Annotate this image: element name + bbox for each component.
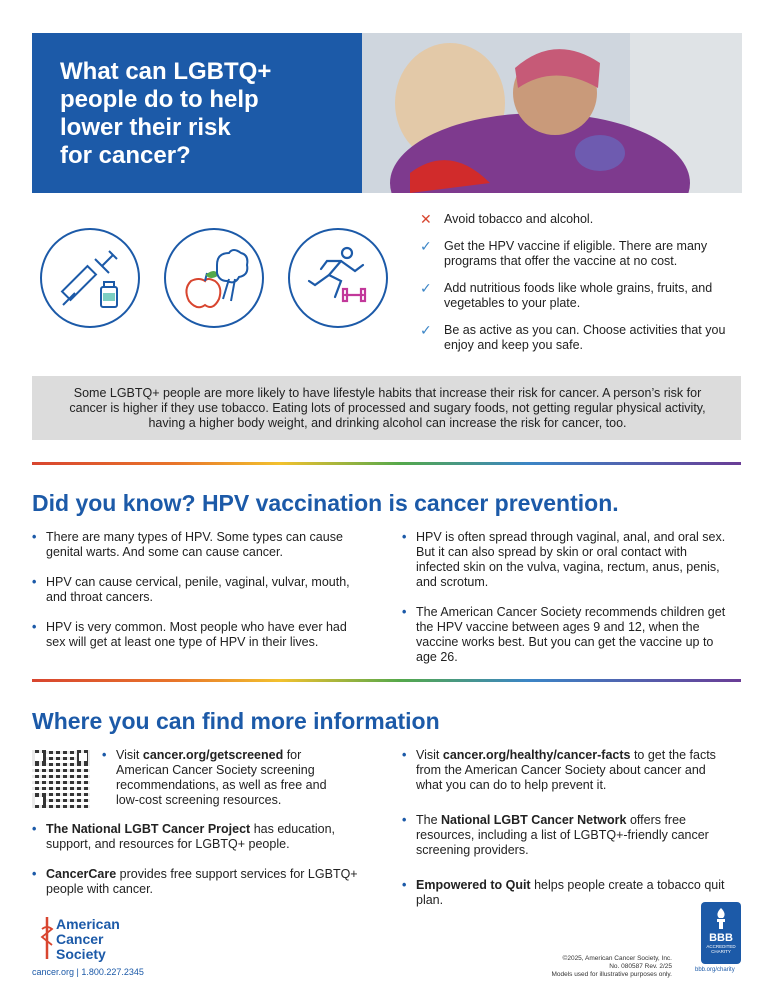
more-left-top [102,748,352,823]
rainbow-divider [32,679,741,682]
check-icon: ✓ [420,322,432,338]
more-left-column [32,822,362,912]
hpv-section-title: Did you know? HPV vaccination is cancer prevention. [32,490,619,516]
more-info-section-title: Where you can find more information [32,708,440,734]
tip-item: ✓ Add nutritious foods like whole grains, fruits, and vegetables to your plate. [420,280,713,310]
info-box-text: Some LGBTQ+ people are more likely to have lifestyle habits that increase their risk for cancer. A person’s risk for cancer is higher if they use tobacco. Eating lots of processed and sugary foods, not getting regular physical activity, having a higher body weight, and drinking alcohol can increase the risk for cancer, too. [69,386,706,430]
qr-code[interactable] [32,750,90,808]
hero-photo [300,33,742,193]
link[interactable]: cancer.org/getscreened [142,748,284,762]
list-item: • The American Cancer Society recommends children get the HPV vaccine between ages 9 and 12, when the vaccine works best. But you can get the vaccine up to age 26. [402,605,732,665]
check-icon: ✓ [420,238,432,254]
tip-item: ✓ Be as active as you can. Choose activities that you enjoy and keep you safe. [420,322,726,352]
check-icon: ✓ [420,280,432,296]
list-item: • HPV can cause cervical, penile, vaginal, vulvar, mouth, and throat cancers. [32,575,362,605]
list-item: • Visit cancer.org/getscreened for American Cancer Society screening recommendations, as well as free and low-cost screening resources. [102,748,352,808]
link[interactable]: cancer.org/healthy/cancer-facts [442,748,631,762]
org-wordmark: American Cancer Society [56,916,120,962]
x-icon: ✕ [420,211,432,227]
org-name: The National LGBT Cancer Project [46,822,251,836]
legal-text: ©2025, American Cancer Society, Inc. No. 080587 Rev. 2/25 Models used for illustrative purposes only. [551,955,672,978]
list-item: • CancerCare provides free support services for LGBTQ+ people with cancer. [32,867,362,897]
exercise-icon [288,228,388,328]
list-item: • Visit cancer.org/healthy/cancer-facts to get the facts from the American Cancer Society about cancer and what you can do to help prevent it. [402,748,732,793]
fruit-vegetable-icon [164,228,264,328]
list-item: • The National LGBT Cancer Project has education, support, and resources for LGBTQ+ people. [32,822,362,852]
hpv-right-column [402,530,732,680]
list-item: • HPV is very common. Most people who have ever had sex will get at least one type of HPV in their lives. [32,620,362,650]
org-name: Empowered to Quit [416,878,531,892]
tips-list [420,212,750,365]
list-item: • Empowered to Quit helps people create a tobacco quit plan. [402,878,732,908]
more-right-column [402,748,732,923]
hpv-left-column [32,530,362,665]
org-name: National LGBT Cancer Network [441,813,627,827]
list-item: • The National LGBT Cancer Network offers free resources, including a list of LGBTQ+-friendly cancer screening providers. [402,813,732,858]
syringe-icon [40,228,140,328]
footer-contact[interactable]: cancer.org | 1.800.227.2345 [32,967,144,977]
page-title: What can LGBTQ+ people do to help lower their risk for cancer? [60,58,272,169]
bbb-url[interactable]: bbb.org/charity [695,967,735,973]
sword-icon [40,915,54,961]
rainbow-divider [32,462,741,465]
bbb-badge: BBB ACCREDITED CHARITY [701,902,741,964]
torch-icon [711,906,731,930]
tip-item: ✓ Get the HPV vaccine if eligible. There are many programs that offer the vaccine at no cost. [420,238,708,268]
tip-item: ✕ Avoid tobacco and alcohol. [420,211,594,227]
list-item: • HPV is often spread through vaginal, anal, and oral sex. But it can also spread by skin or oral contact with infected skin on the vulva, vagina, rectum, anus, penis, and scrotum. [402,530,732,590]
org-name: CancerCare [46,867,117,881]
list-item: • There are many types of HPV. Some types can cause genital warts. And some can cause cancer. [32,530,362,560]
